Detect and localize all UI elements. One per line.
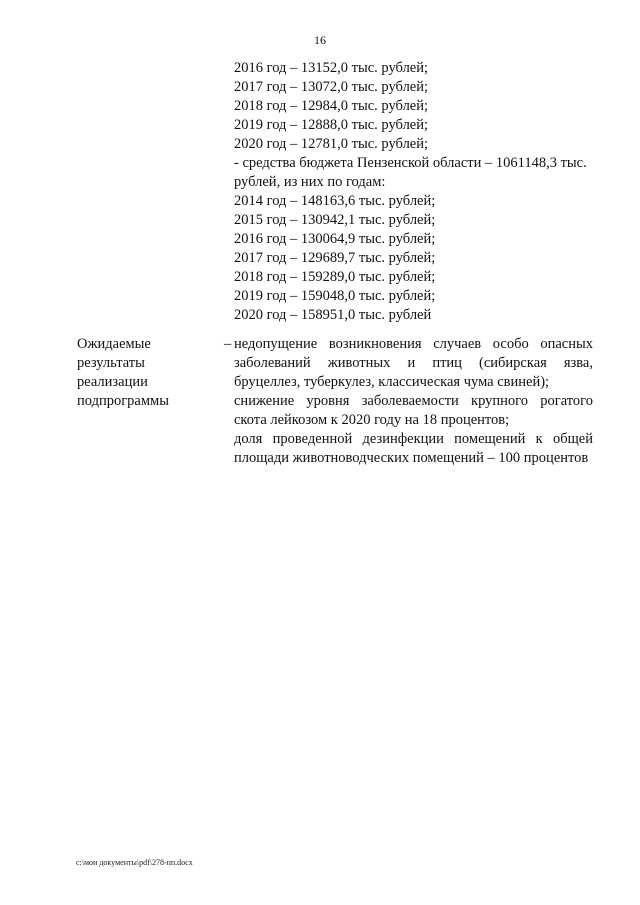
page-number: 16 (314, 33, 326, 47)
result-item: недопущение возникновения случаев особо опасных заболеваний животных и птиц (сибирская язва, бруцеллез, туберкулез, классическая чума свиней); (234, 336, 593, 390)
funding-line: 2018 год – 12984,0 тыс. рублей; (234, 98, 429, 114)
funding-line: 2017 год – 129689,7 тыс. рублей; (234, 250, 436, 266)
label-line: реализации (77, 374, 148, 390)
result-item: доля проведенной дезинфекции помещений к общей площади животноводческих помещений – 100 процентов (234, 431, 593, 466)
expected-results-label (77, 335, 197, 411)
regional-budget-heading: - средства бюджета Пензенской области – 1061148,3 тыс. рублей, из них по годам: (234, 155, 587, 190)
label-line: результаты (77, 355, 145, 371)
funding-line: 2017 год – 13072,0 тыс. рублей; (234, 79, 429, 95)
funding-line: 2016 год – 13152,0 тыс. рублей; (234, 60, 429, 76)
results-dash: – (224, 336, 232, 352)
expected-results-text (234, 335, 593, 468)
funding-line: 2015 год – 130942,1 тыс. рублей; (234, 212, 436, 228)
funding-breakdown (234, 59, 592, 325)
funding-line: 2019 год – 12888,0 тыс. рублей; (234, 117, 429, 133)
funding-line: 2014 год – 148163,6 тыс. рублей; (234, 193, 436, 209)
funding-line: 2016 год – 130064,9 тыс. рублей; (234, 231, 436, 247)
funding-line: 2018 год – 159289,0 тыс. рублей; (234, 269, 436, 285)
label-line: подпрограммы (77, 393, 169, 409)
funding-line: 2020 год – 12781,0 тыс. рублей; (234, 136, 429, 152)
label-line: Ожидаемые (77, 336, 151, 352)
funding-line: 2019 год – 159048,0 тыс. рублей; (234, 288, 436, 304)
funding-line: 2020 год – 158951,0 тыс. рублей (234, 307, 432, 323)
footer-file-path: c:\мои документы\pdf\278-пп.docx (76, 858, 193, 867)
result-item: снижение уровня заболеваемости крупного рогатого скота лейкозом к 2020 году на 18 процентов; (234, 393, 593, 428)
